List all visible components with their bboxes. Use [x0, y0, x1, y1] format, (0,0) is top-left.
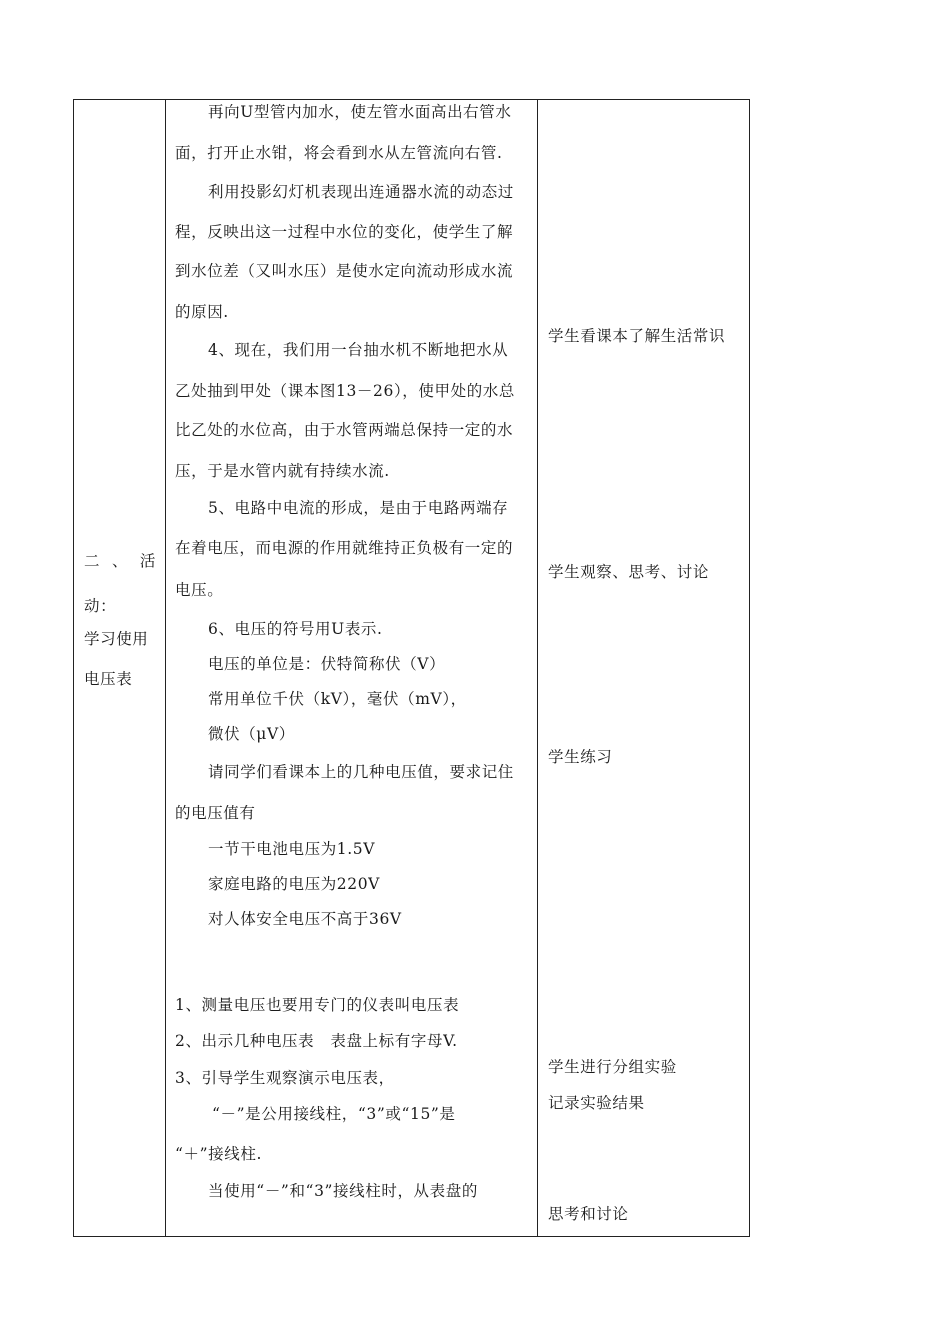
content-line: 一节干电池电压为1.5V	[208, 840, 376, 858]
content-line: 对人体安全电压不高于36V	[208, 910, 402, 928]
content-line: 2、出示几种电压表 表盘上标有字母V.	[175, 1032, 458, 1050]
student-activity: 学生看课本了解生活常识	[548, 327, 726, 345]
column-divider	[537, 100, 538, 1236]
content-line: 当使用“－”和“3”接线柱时，从表盘的	[208, 1182, 478, 1200]
content-line: 利用投影幻灯机表现出连通器水流的动态过	[208, 183, 514, 201]
column-divider	[165, 100, 166, 1236]
stage-label-line-2: 动：	[84, 597, 117, 615]
content-line: 1、测量电压也要用专门的仪表叫电压表	[175, 996, 460, 1014]
content-line: 乙处抽到甲处（课本图13－26），使甲处的水总	[175, 382, 515, 400]
content-line: 微伏（μV）	[208, 725, 295, 743]
content-line: 5、电路中电流的形成，是由于电路两端存	[208, 499, 509, 517]
content-line: 家庭电路的电压为220V	[208, 875, 380, 893]
content-line: 再向U型管内加水，使左管水面高出右管水	[208, 103, 512, 121]
content-line: 电压。	[175, 581, 224, 599]
content-line: 在着电压，而电源的作用就维持正负极有一定的	[175, 539, 514, 557]
student-activity: 学生观察、思考、讨论	[548, 563, 710, 581]
stage-label-line-1: 二 、 活	[84, 552, 156, 570]
student-activity: 思考和讨论	[548, 1205, 629, 1223]
stage-label-line-3: 学习使用	[84, 630, 149, 648]
student-activity: 记录实验结果	[548, 1094, 645, 1112]
content-line: 到水位差（又叫水压）是使水定向流动形成水流	[175, 262, 514, 280]
student-activity: 学生练习	[548, 748, 613, 766]
content-line: 面，打开止水钳，将会看到水从左管流向右管.	[175, 144, 503, 162]
content-line: “＋”接线柱.	[175, 1145, 262, 1163]
content-line: 4、现在，我们用一台抽水机不断地把水从	[208, 341, 509, 359]
content-line: 请同学们看课本上的几种电压值，要求记住	[208, 763, 514, 781]
content-line: 3、引导学生观察演示电压表，	[175, 1069, 395, 1087]
content-line: 比乙处的水位高，由于水管两端总保持一定的水	[175, 421, 514, 439]
content-line: 压，于是水管内就有持续水流.	[175, 462, 390, 480]
stage-label-line-4: 电压表	[84, 670, 133, 688]
content-line: 电压的单位是：伏特简称伏（V）	[208, 655, 446, 673]
content-line: “－”是公用接线柱，“3”或“15”是	[212, 1105, 456, 1123]
content-line: 6、电压的符号用U表示.	[208, 620, 383, 638]
content-line: 的电压值有	[175, 804, 256, 822]
content-line: 常用单位千伏（kV），毫伏（mV），	[208, 690, 467, 708]
student-activity: 学生进行分组实验	[548, 1058, 677, 1076]
content-line: 程，反映出这一过程中水位的变化，使学生了解	[175, 223, 514, 241]
content-line: 的原因.	[175, 303, 229, 321]
